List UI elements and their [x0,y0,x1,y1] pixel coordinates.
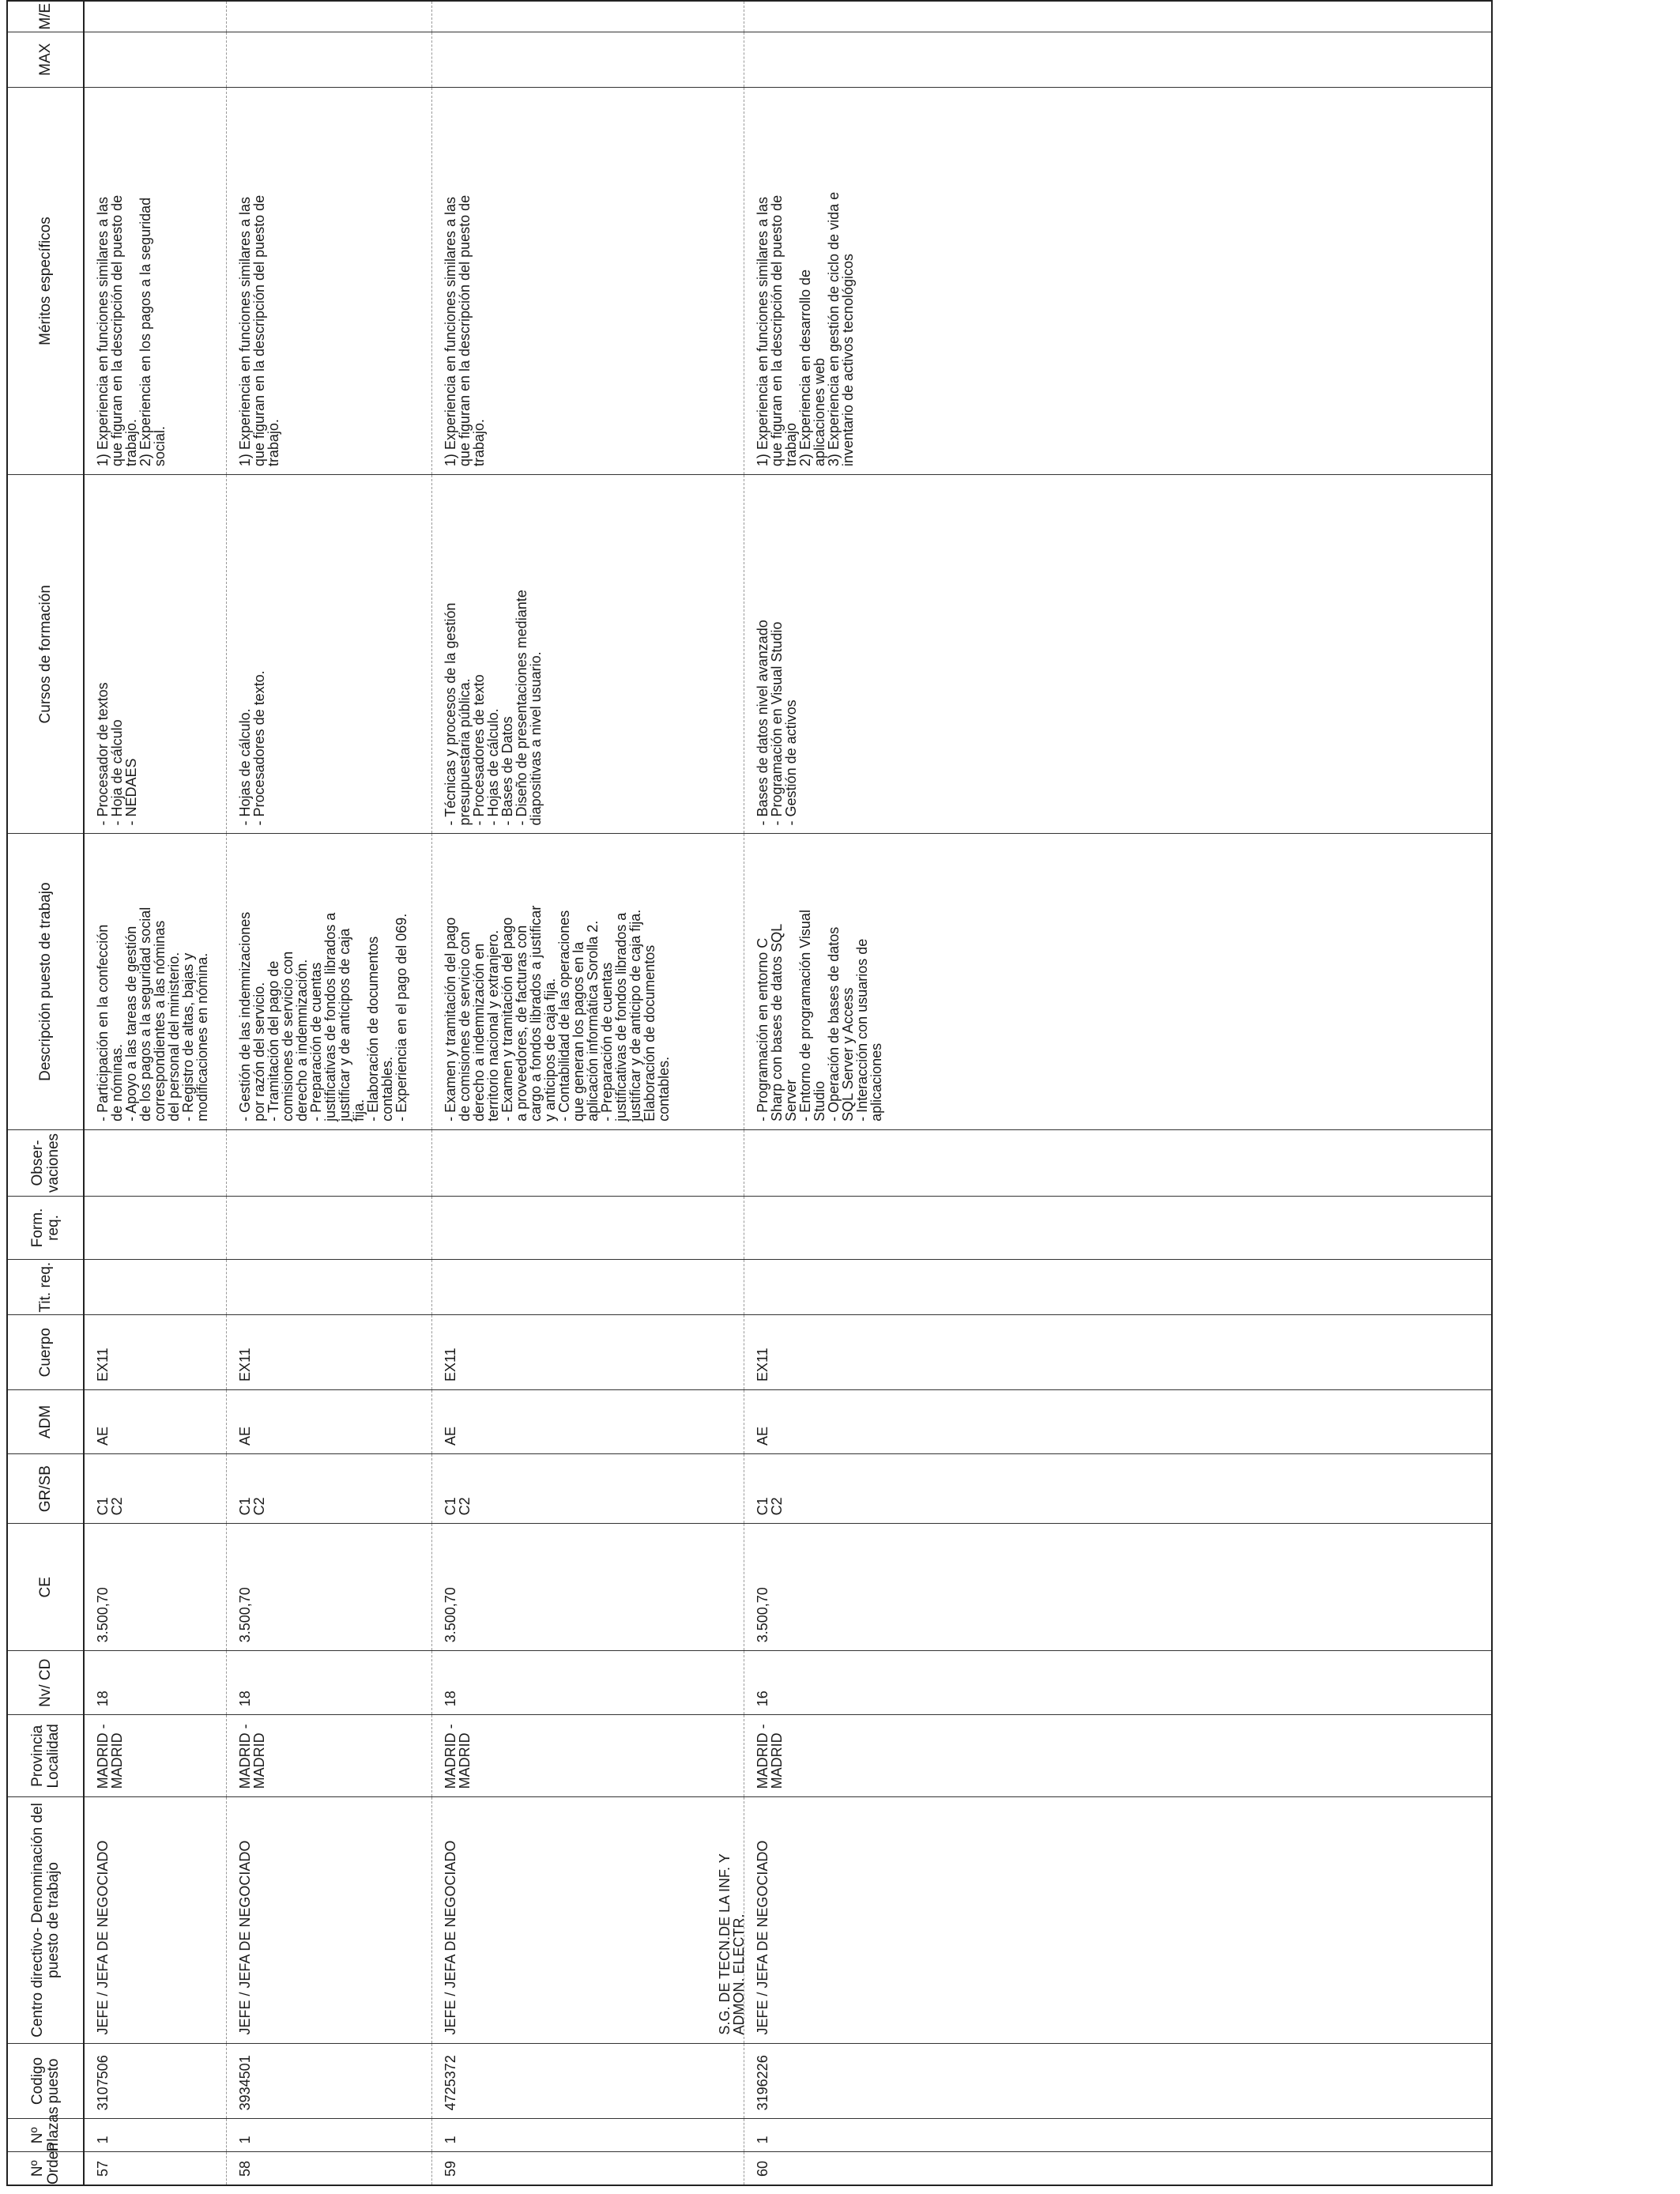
cell-plazas: 1 [226,2119,431,2152]
cell-observaciones [744,1129,1492,1196]
col-header-orden: Nº Orden [7,2152,84,2185]
col-header-cursos: Cursos de formación [7,475,84,834]
cell-cuerpo: EX11 [84,1315,226,1390]
cell-ce: 3.500,70 [744,1524,1492,1651]
cell-nivel: 16 [744,1651,1492,1715]
table-row [431,1,744,2185]
col-header-max: MAX [7,32,84,87]
cell-nivel: 18 [226,1651,431,1715]
cell-cursos: - Procesador de textos - Hoja de cálculo - NEDAES [84,475,226,834]
cell-orden: 57 [84,2152,226,2185]
cell-provincia: MADRID - MADRID [226,1715,431,1797]
cell-formacion [744,1197,1492,1260]
cell-orden: 58 [226,2152,431,2185]
col-header-centro: Centro directivo- Denominación del puesto de trabajo [7,1797,84,2043]
col-header-adm: ADM [7,1390,84,1454]
cell-observaciones [84,1129,226,1196]
cell-centro-group [716,1797,1492,2043]
cell-plazas: 1 [744,2119,1492,2152]
col-header-plazas: Nº Plazas [7,2119,84,2152]
cell-max [431,32,744,87]
cell-observaciones [431,1129,744,1196]
cell-plazas: 1 [431,2119,744,2152]
cell-adm: AE [744,1390,1492,1454]
cell-adm: AE [226,1390,431,1454]
header-row [7,1,84,2185]
cell-grupo: C1 C2 [744,1454,1492,1524]
cell-formacion [84,1197,226,1260]
cell-nivel: 18 [84,1651,226,1715]
col-header-formacion: Form. req. [7,1197,84,1260]
cell-codigo: 4725372 [431,2043,744,2119]
cell-codigo: 3107506 [84,2043,226,2119]
cell-max [744,32,1492,87]
cell-grupo: C1 C2 [84,1454,226,1524]
cell-me [84,1,226,32]
cell-ce: 3.500,70 [226,1524,431,1651]
cell-formacion [226,1197,431,1260]
cell-meritos: 1) Experiencia en funciones similares a las que figuran en la descripción del puesto de trabajo. [226,88,431,475]
cell-titulacion [744,1259,1492,1314]
table-row [84,1,226,2185]
cell-descripcion: - Programación en entorno C Sharp con bases de datos SQL Server - Entorno de programación Visual Studio - Operación de bases de datos SQL Server y Access - Interacción con usuarios de aplicaciones [744,834,1492,1129]
cell-me [226,1,431,32]
cell-nivel: 18 [431,1651,744,1715]
cell-cuerpo: EX11 [431,1315,744,1390]
cell-me [431,1,744,32]
table-row [744,1,1492,2185]
cell-cursos: - Hojas de cálculo. - Procesadores de texto. [226,475,431,834]
cell-titulacion [84,1259,226,1314]
col-header-cuerpo: Cuerpo [7,1315,84,1390]
col-header-meritos: Méritos específicos [7,88,84,475]
cell-provincia: MADRID - MADRID [431,1715,744,1797]
cell-orden: 60 [744,2152,1492,2185]
col-header-nivel: Nv/ CD [7,1651,84,1715]
cell-observaciones [226,1129,431,1196]
cell-titulacion [431,1259,744,1314]
cell-provincia: MADRID - MADRID [84,1715,226,1797]
cell-grupo: C1 C2 [431,1454,744,1524]
cell-me [744,1,1492,32]
cell-max [226,32,431,87]
cell-descripcion: - Gestión de las indemnizaciones por razón del servicio. - Tramitación del pago de comisiones de servicio con derecho a indemnización. - Preparación de cuentas justificativas de fondos librados a justificar y de anticipos de caja fija. - Elaboración de documentos contables. - Experiencia en el pago del 069. [226,834,431,1129]
col-header-descripcion: Descripción puesto de trabajo [7,834,84,1129]
cell-codigo: 3934501 [226,2043,431,2119]
cell-titulacion [226,1259,431,1314]
col-header-me: M/E [7,1,84,32]
cell-orden: 59 [431,2152,744,2185]
cell-max [84,32,226,87]
cell-descripcion: - Participación en la confección de nóminas. - Apoyo a las tareas de gestión de los pagos a la seguridad social correspondientes a las nóminas del personal del ministerio. - Registro de altas, bajas y modificaciones en nómina. [84,834,226,1129]
cell-plazas: 1 [84,2119,226,2152]
cell-cuerpo: EX11 [226,1315,431,1390]
cell-cursos: - Bases de datos nivel avanzado - Programación en Visual Studio - Gestión de activos [744,475,1492,834]
centro-directivo-heading: S.G. DE TECN.DE LA INF. Y ADMON. ELECTR. [716,1853,747,2035]
cell-centro: JEFE / JEFA DE NEGOCIADO [754,1840,770,2035]
cell-centro: JEFE / JEFA DE NEGOCIADO [431,1797,744,2043]
cell-centro: JEFE / JEFA DE NEGOCIADO [226,1797,431,2043]
col-header-grupo: GR/SB [7,1454,84,1524]
cell-meritos: 1) Experiencia en funciones similares a las que figuran en la descripción del puesto de trabajo. 2) Experiencia en los pagos a la seguridad social. [84,88,226,475]
cell-meritos: 1) Experiencia en funciones similares a las que figuran en la descripción del puesto de trabajo. [431,88,744,475]
cell-cursos: - Técnicas y procesos de la gestión presupuestaria pública. - Procesadores de texto - Hojas de cálculo. - Bases de Datos - Diseño de presentaciones mediante diapositivas a nivel usuario. [431,475,744,834]
cell-provincia: MADRID - MADRID [744,1715,1492,1797]
cell-meritos: 1) Experiencia en funciones similares a las que figuran en la descripción del puesto de trabajo 2) Experiencia en desarrollo de aplicaciones web 3) Experiencia en gestión de ciclo de vida e inventario de activos tecnológicos [744,88,1492,475]
col-header-provincia: Provincia Localidad [7,1715,84,1797]
cell-adm: AE [431,1390,744,1454]
cell-centro: JEFE / JEFA DE NEGOCIADO [84,1797,226,2043]
cell-adm: AE [84,1390,226,1454]
table-row [226,1,431,2185]
col-header-observaciones: Obser- vaciones [7,1129,84,1196]
cell-codigo: 3196226 [744,2043,1492,2119]
col-header-titulacion: Tit. req. [7,1259,84,1314]
col-header-codigo: Codigo puesto [7,2043,84,2119]
cell-formacion [431,1197,744,1260]
col-header-ce: CE [7,1524,84,1651]
job-positions-table [6,0,1493,2186]
cell-ce: 3.500,70 [84,1524,226,1651]
cell-grupo: C1 C2 [226,1454,431,1524]
cell-ce: 3.500,70 [431,1524,744,1651]
cell-descripcion: - Examen y tramitación del pago de comisiones de servicio con derecho a indemnización en territorio nacional y extranjero. - Examen y tramitación del pago a proveedores, de facturas con cargo a fondos librados a justificar y anticipos de caja fija. - Contabilidad de las operaciones que generan los pagos en la aplicación informática Sorolla 2. - Preparación de cuentas justificativas de fondos librados a justificar y de anticipo de caja fija. Elaboración de documentos contables. [431,834,744,1129]
cell-cuerpo: EX11 [744,1315,1492,1390]
